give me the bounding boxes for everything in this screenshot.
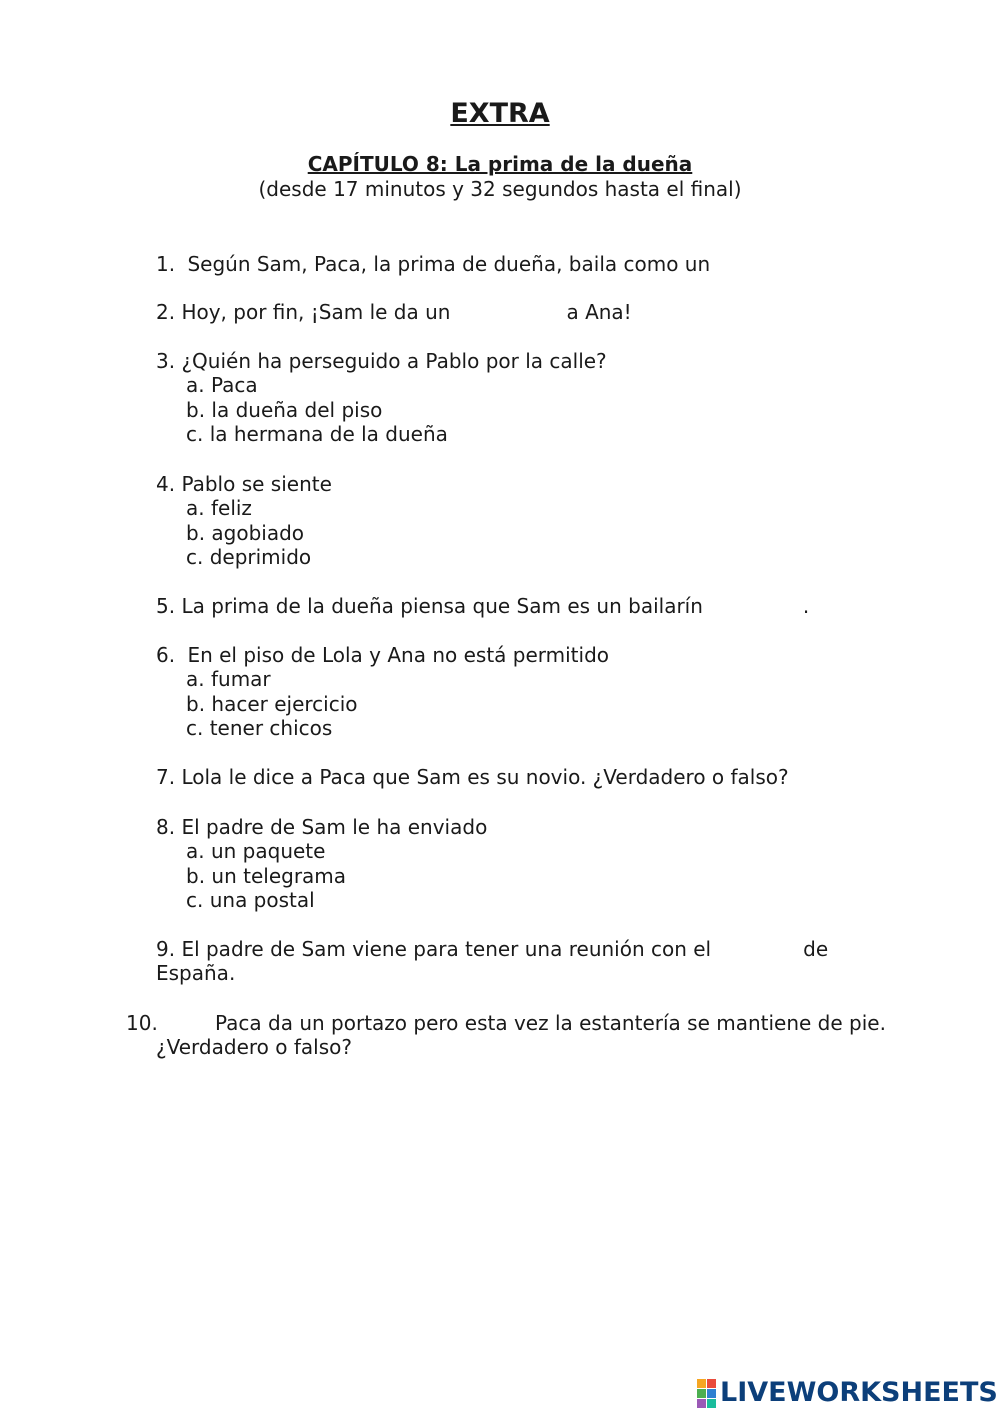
question-3-prompt: 3. ¿Quién ha perseguido a Pablo por la calle? xyxy=(156,349,607,373)
question-8-option-a[interactable]: a. un paquete xyxy=(186,839,326,863)
question-6-option-c[interactable]: c. tener chicos xyxy=(186,716,333,740)
question-9-text-before: 9. El padre de Sam viene para tener una reunión con el xyxy=(156,937,712,961)
question-7: 7. Lola le dice a Paca que Sam es su novio. ¿Verdadero o falso? xyxy=(156,765,789,789)
question-4-option-c[interactable]: c. deprimido xyxy=(186,545,312,569)
question-10-number: 10. xyxy=(126,1011,158,1035)
question-4-prompt: 4. Pablo se siente xyxy=(156,472,332,496)
question-5-text-before: 5. La prima de la dueña piensa que Sam es un bailarín xyxy=(156,594,703,618)
page-title: EXTRA xyxy=(450,98,550,129)
liveworksheets-logo xyxy=(697,1378,998,1408)
question-1 xyxy=(156,252,710,276)
question-6-option-b[interactable]: b. hacer ejercicio xyxy=(186,692,358,716)
question-1-number: 1. xyxy=(156,252,176,276)
liveworksheets-brand: LIVEWORKSHEETS xyxy=(720,1377,998,1408)
question-3-option-a[interactable]: a. Paca xyxy=(186,373,258,397)
time-range-note: (desde 17 minutos y 32 segundos hasta el final) xyxy=(258,177,742,201)
question-10-text: Paca da un portazo pero esta vez la estantería se mantiene de pie. xyxy=(215,1011,886,1035)
question-3-option-c[interactable]: c. la hermana de la dueña xyxy=(186,422,448,446)
question-6-number: 6. xyxy=(156,643,176,667)
question-9-line-2: España. xyxy=(156,961,236,985)
question-6-text: En el piso de Lola y Ana no está permitido xyxy=(187,643,610,667)
question-8-option-b[interactable]: b. un telegrama xyxy=(186,864,347,888)
question-9 xyxy=(156,937,828,961)
question-2 xyxy=(156,300,632,324)
question-1-text: Según Sam, Paca, la prima de dueña, baila como un xyxy=(187,252,711,276)
question-6-option-a[interactable]: a. fumar xyxy=(186,667,271,691)
question-5-text-after: . xyxy=(802,594,810,618)
question-2-text-before: 2. Hoy, por fin, ¡Sam le da un xyxy=(156,300,451,324)
question-4-option-b[interactable]: b. agobiado xyxy=(186,521,305,545)
liveworksheets-logo-icon xyxy=(697,1379,716,1408)
question-2-text-after: a Ana! xyxy=(566,300,632,324)
question-8-option-c[interactable]: c. una postal xyxy=(186,888,315,912)
question-4-option-a[interactable]: a. feliz xyxy=(186,496,252,520)
question-5 xyxy=(156,594,809,618)
question-3-option-b[interactable]: b. la dueña del piso xyxy=(186,398,383,422)
question-8-prompt: 8. El padre de Sam le ha enviado xyxy=(156,815,488,839)
question-9-text-after: de xyxy=(803,937,829,961)
chapter-heading: CAPÍTULO 8: La prima de la dueña xyxy=(307,152,693,176)
question-6-prompt xyxy=(156,643,609,667)
question-10-line-2: ¿Verdadero o falso? xyxy=(156,1035,352,1059)
